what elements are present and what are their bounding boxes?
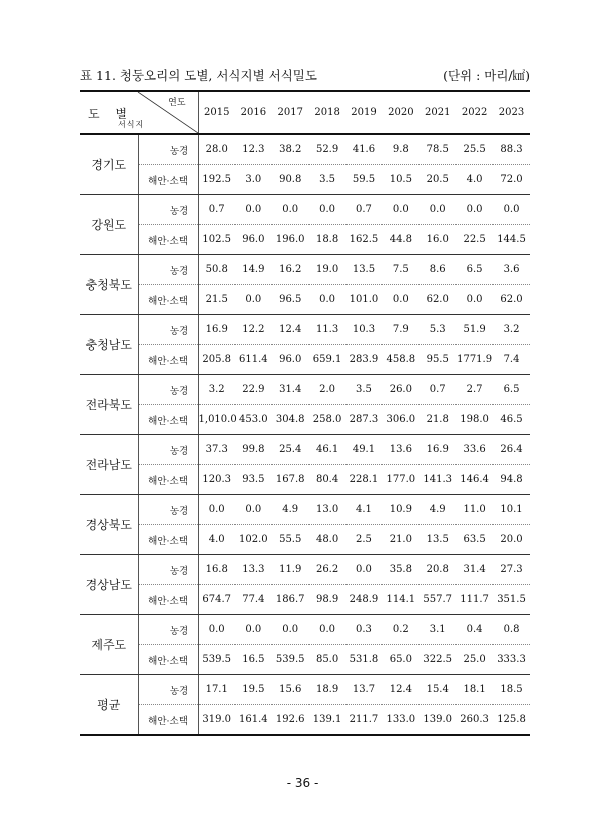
density-cell: 25.5 xyxy=(456,134,493,165)
density-cell: 114.1 xyxy=(382,585,419,615)
density-cell: 7.9 xyxy=(382,315,419,345)
density-cell: 539.5 xyxy=(198,645,235,675)
density-cell: 0.0 xyxy=(198,495,235,525)
density-cell: 80.4 xyxy=(309,465,346,495)
density-cell: 12.4 xyxy=(272,315,309,345)
region-name: 제주도 xyxy=(80,615,138,675)
density-cell: 15.6 xyxy=(272,675,309,705)
year-header: 2016 xyxy=(235,91,272,134)
density-cell: 12.4 xyxy=(382,675,419,705)
density-cell: 4.9 xyxy=(419,495,456,525)
density-cell: 0.0 xyxy=(419,195,456,225)
density-cell: 0.7 xyxy=(198,195,235,225)
region-column-label: 도 별 xyxy=(88,107,133,121)
density-cell: 133.0 xyxy=(382,705,419,736)
density-cell: 18.1 xyxy=(456,675,493,705)
density-cell: 31.4 xyxy=(456,555,493,585)
density-cell: 8.6 xyxy=(419,255,456,285)
region-name: 경상북도 xyxy=(80,495,138,555)
header-corner-cell xyxy=(80,91,198,134)
table-row-farm xyxy=(80,555,530,585)
year-header: 2023 xyxy=(493,91,530,134)
density-cell: 22.5 xyxy=(456,225,493,255)
density-cell: 196.0 xyxy=(272,225,309,255)
habitat-label-coast: 해안·소택 xyxy=(138,285,198,315)
density-cell: 0.0 xyxy=(456,195,493,225)
density-cell: 13.5 xyxy=(419,525,456,555)
density-cell: 258.0 xyxy=(309,405,346,435)
density-cell: 0.8 xyxy=(493,615,530,645)
density-cell: 0.0 xyxy=(309,615,346,645)
table-row-coast xyxy=(80,285,530,315)
habitat-label-coast: 해안·소택 xyxy=(138,225,198,255)
region-name: 강원도 xyxy=(80,195,138,255)
habitat-label-coast: 해안·소택 xyxy=(138,525,198,555)
habitat-label-farm: 농경 xyxy=(138,134,198,165)
density-cell: 51.9 xyxy=(456,315,493,345)
table-row-coast xyxy=(80,705,530,736)
density-cell: 98.9 xyxy=(309,585,346,615)
density-cell: 3.2 xyxy=(493,315,530,345)
density-cell: 0.0 xyxy=(382,195,419,225)
density-cell: 557.7 xyxy=(419,585,456,615)
density-cell: 102.5 xyxy=(198,225,235,255)
density-cell: 93.5 xyxy=(235,465,272,495)
density-table xyxy=(80,90,530,736)
density-cell: 38.2 xyxy=(272,134,309,165)
density-cell: 20.8 xyxy=(419,555,456,585)
density-cell: 90.8 xyxy=(272,165,309,195)
density-cell: 2.7 xyxy=(456,375,493,405)
region-name: 충청남도 xyxy=(80,315,138,375)
habitat-label-farm: 농경 xyxy=(138,195,198,225)
table-row-farm xyxy=(80,195,530,225)
density-cell: 41.6 xyxy=(346,134,383,165)
density-cell: 0.0 xyxy=(309,285,346,315)
density-cell: 26.2 xyxy=(309,555,346,585)
table-row-coast xyxy=(80,345,530,375)
density-cell: 0.0 xyxy=(198,615,235,645)
density-cell: 7.5 xyxy=(382,255,419,285)
density-cell: 96.0 xyxy=(272,345,309,375)
density-cell: 211.7 xyxy=(346,705,383,736)
density-cell: 659.1 xyxy=(309,345,346,375)
density-cell: 19.0 xyxy=(309,255,346,285)
density-cell: 198.0 xyxy=(456,405,493,435)
table-row-coast xyxy=(80,405,530,435)
year-axis-label: 연도 xyxy=(168,98,186,108)
density-cell: 4.0 xyxy=(456,165,493,195)
density-cell: 21.0 xyxy=(382,525,419,555)
density-cell: 46.5 xyxy=(493,405,530,435)
density-cell: 306.0 xyxy=(382,405,419,435)
density-cell: 3.6 xyxy=(493,255,530,285)
density-cell: 78.5 xyxy=(419,134,456,165)
density-cell: 48.0 xyxy=(309,525,346,555)
region-name: 경기도 xyxy=(80,134,138,195)
density-cell: 319.0 xyxy=(198,705,235,736)
year-header: 2021 xyxy=(419,91,456,134)
density-cell: 0.0 xyxy=(235,615,272,645)
density-cell: 16.8 xyxy=(198,555,235,585)
habitat-label-farm: 농경 xyxy=(138,615,198,645)
year-header: 2015 xyxy=(198,91,235,134)
density-cell: 27.3 xyxy=(493,555,530,585)
density-cell: 0.0 xyxy=(346,555,383,585)
density-cell: 333.3 xyxy=(493,645,530,675)
region-name: 경상남도 xyxy=(80,555,138,615)
density-cell: 0.0 xyxy=(272,195,309,225)
table-caption-row xyxy=(80,66,530,86)
density-cell: 0.7 xyxy=(419,375,456,405)
density-cell: 50.8 xyxy=(198,255,235,285)
density-cell: 31.4 xyxy=(272,375,309,405)
habitat-label-farm: 농경 xyxy=(138,315,198,345)
density-cell: 12.2 xyxy=(235,315,272,345)
table-row-coast xyxy=(80,165,530,195)
density-cell: 674.7 xyxy=(198,585,235,615)
table-row-farm xyxy=(80,315,530,345)
density-cell: 10.5 xyxy=(382,165,419,195)
density-cell: 0.7 xyxy=(346,195,383,225)
density-cell: 16.5 xyxy=(235,645,272,675)
density-cell: 55.5 xyxy=(272,525,309,555)
density-cell: 6.5 xyxy=(493,375,530,405)
habitat-axis-label: 서식지 xyxy=(118,120,145,129)
table-row-coast xyxy=(80,525,530,555)
density-cell: 0.2 xyxy=(382,615,419,645)
density-cell: 1771.9 xyxy=(456,345,493,375)
density-cell: 13.5 xyxy=(346,255,383,285)
density-cell: 44.8 xyxy=(382,225,419,255)
density-cell: 611.4 xyxy=(235,345,272,375)
region-name: 평균 xyxy=(80,675,138,736)
density-cell: 539.5 xyxy=(272,645,309,675)
region-name: 전라북도 xyxy=(80,375,138,435)
density-cell: 18.9 xyxy=(309,675,346,705)
density-cell: 26.4 xyxy=(493,435,530,465)
density-cell: 16.0 xyxy=(419,225,456,255)
table-row-farm xyxy=(80,615,530,645)
density-cell: 16.9 xyxy=(419,435,456,465)
density-cell: 99.8 xyxy=(235,435,272,465)
density-cell: 14.9 xyxy=(235,255,272,285)
density-cell: 3.5 xyxy=(346,375,383,405)
density-cell: 4.0 xyxy=(198,525,235,555)
density-cell: 125.8 xyxy=(493,705,530,736)
density-cell: 161.4 xyxy=(235,705,272,736)
density-cell: 11.9 xyxy=(272,555,309,585)
density-cell: 0.4 xyxy=(456,615,493,645)
habitat-label-farm: 농경 xyxy=(138,555,198,585)
density-cell: 59.5 xyxy=(346,165,383,195)
density-cell: 0.0 xyxy=(493,195,530,225)
density-cell: 9.8 xyxy=(382,134,419,165)
density-cell: 3.0 xyxy=(235,165,272,195)
density-cell: 248.9 xyxy=(346,585,383,615)
density-cell: 18.5 xyxy=(493,675,530,705)
density-cell: 11.3 xyxy=(309,315,346,345)
density-cell: 5.3 xyxy=(419,315,456,345)
density-cell: 10.9 xyxy=(382,495,419,525)
year-header: 2018 xyxy=(309,91,346,134)
density-cell: 20.5 xyxy=(419,165,456,195)
habitat-label-coast: 해안·소택 xyxy=(138,165,198,195)
year-header: 2020 xyxy=(382,91,419,134)
density-cell: 144.5 xyxy=(493,225,530,255)
density-cell: 120.3 xyxy=(198,465,235,495)
density-cell: 22.9 xyxy=(235,375,272,405)
density-cell: 25.4 xyxy=(272,435,309,465)
density-cell: 11.0 xyxy=(456,495,493,525)
density-cell: 13.3 xyxy=(235,555,272,585)
density-cell: 13.6 xyxy=(382,435,419,465)
density-cell: 3.1 xyxy=(419,615,456,645)
density-cell: 186.7 xyxy=(272,585,309,615)
density-cell: 192.6 xyxy=(272,705,309,736)
density-cell: 65.0 xyxy=(382,645,419,675)
density-cell: 2.0 xyxy=(309,375,346,405)
habitat-label-coast: 해안·소택 xyxy=(138,465,198,495)
density-cell: 15.4 xyxy=(419,675,456,705)
density-cell: 167.8 xyxy=(272,465,309,495)
density-cell: 111.7 xyxy=(456,585,493,615)
density-cell: 46.1 xyxy=(309,435,346,465)
density-cell: 4.9 xyxy=(272,495,309,525)
density-cell: 146.4 xyxy=(456,465,493,495)
density-cell: 95.5 xyxy=(419,345,456,375)
density-cell: 7.4 xyxy=(493,345,530,375)
density-cell: 101.0 xyxy=(346,285,383,315)
density-cell: 102.0 xyxy=(235,525,272,555)
density-cell: 13.7 xyxy=(346,675,383,705)
density-cell: 37.3 xyxy=(198,435,235,465)
density-cell: 13.0 xyxy=(309,495,346,525)
habitat-label-farm: 농경 xyxy=(138,255,198,285)
table-row-coast xyxy=(80,585,530,615)
habitat-label-farm: 농경 xyxy=(138,375,198,405)
density-cell: 16.2 xyxy=(272,255,309,285)
density-cell: 3.2 xyxy=(198,375,235,405)
year-header: 2019 xyxy=(346,91,383,134)
table-row-coast xyxy=(80,645,530,675)
density-cell: 0.0 xyxy=(235,195,272,225)
habitat-label-coast: 해안·소택 xyxy=(138,585,198,615)
density-cell: 228.1 xyxy=(346,465,383,495)
density-cell: 0.0 xyxy=(235,285,272,315)
density-cell: 6.5 xyxy=(456,255,493,285)
density-cell: 10.1 xyxy=(493,495,530,525)
habitat-label-farm: 농경 xyxy=(138,675,198,705)
density-cell: 4.1 xyxy=(346,495,383,525)
table-row-farm xyxy=(80,675,530,705)
year-header: 2017 xyxy=(272,91,309,134)
habitat-label-farm: 농경 xyxy=(138,435,198,465)
density-cell: 77.4 xyxy=(235,585,272,615)
density-cell: 205.8 xyxy=(198,345,235,375)
table-row-farm xyxy=(80,375,530,405)
density-cell: 17.1 xyxy=(198,675,235,705)
unit-label: (단위 : 마리/㎢) xyxy=(443,68,530,83)
density-cell: 85.0 xyxy=(309,645,346,675)
density-cell: 0.3 xyxy=(346,615,383,645)
density-cell: 88.3 xyxy=(493,134,530,165)
density-cell: 304.8 xyxy=(272,405,309,435)
density-cell: 0.0 xyxy=(382,285,419,315)
density-cell: 351.5 xyxy=(493,585,530,615)
table-row-coast xyxy=(80,465,530,495)
table-header-row xyxy=(80,91,530,134)
density-cell: 72.0 xyxy=(493,165,530,195)
density-cell: 62.0 xyxy=(419,285,456,315)
density-cell: 0.0 xyxy=(235,495,272,525)
density-cell: 10.3 xyxy=(346,315,383,345)
region-name: 전라남도 xyxy=(80,435,138,495)
density-cell: 33.6 xyxy=(456,435,493,465)
density-cell: 49.1 xyxy=(346,435,383,465)
density-cell: 63.5 xyxy=(456,525,493,555)
density-cell: 52.9 xyxy=(309,134,346,165)
density-cell: 139.1 xyxy=(309,705,346,736)
density-cell: 26.0 xyxy=(382,375,419,405)
density-cell: 322.5 xyxy=(419,645,456,675)
density-cell: 28.0 xyxy=(198,134,235,165)
density-cell: 192.5 xyxy=(198,165,235,195)
habitat-label-coast: 해안·소택 xyxy=(138,705,198,736)
density-cell: 0.0 xyxy=(309,195,346,225)
density-cell: 177.0 xyxy=(382,465,419,495)
habitat-label-coast: 해안·소택 xyxy=(138,405,198,435)
density-cell: 3.5 xyxy=(309,165,346,195)
density-cell: 0.0 xyxy=(456,285,493,315)
page-number: - 36 - xyxy=(286,776,319,790)
density-cell: 21.5 xyxy=(198,285,235,315)
table-row-farm xyxy=(80,435,530,465)
habitat-label-farm: 농경 xyxy=(138,495,198,525)
density-cell: 458.8 xyxy=(382,345,419,375)
density-cell: 96.5 xyxy=(272,285,309,315)
table-row-farm xyxy=(80,255,530,285)
density-cell: 139.0 xyxy=(419,705,456,736)
density-cell: 94.8 xyxy=(493,465,530,495)
density-cell: 260.3 xyxy=(456,705,493,736)
density-cell: 62.0 xyxy=(493,285,530,315)
density-cell: 12.3 xyxy=(235,134,272,165)
density-cell: 0.0 xyxy=(272,615,309,645)
table-title: 표 11. 청둥오리의 도별, 서식지별 서식밀도 xyxy=(80,68,317,83)
density-cell: 287.3 xyxy=(346,405,383,435)
density-cell: 531.8 xyxy=(346,645,383,675)
density-cell: 283.9 xyxy=(346,345,383,375)
density-cell: 35.8 xyxy=(382,555,419,585)
habitat-label-coast: 해안·소택 xyxy=(138,645,198,675)
table-row-farm xyxy=(80,134,530,165)
density-cell: 453.0 xyxy=(235,405,272,435)
density-cell: 16.9 xyxy=(198,315,235,345)
habitat-label-coast: 해안·소택 xyxy=(138,345,198,375)
density-cell: 21.8 xyxy=(419,405,456,435)
density-cell: 96.0 xyxy=(235,225,272,255)
region-name: 충청북도 xyxy=(80,255,138,315)
year-header: 2022 xyxy=(456,91,493,134)
density-cell: 19.5 xyxy=(235,675,272,705)
density-cell: 1,010.0 xyxy=(198,405,235,435)
density-cell: 18.8 xyxy=(309,225,346,255)
density-cell: 2.5 xyxy=(346,525,383,555)
table-row-farm xyxy=(80,495,530,525)
table-body xyxy=(80,134,530,735)
density-cell: 141.3 xyxy=(419,465,456,495)
density-cell: 25.0 xyxy=(456,645,493,675)
density-cell: 162.5 xyxy=(346,225,383,255)
density-cell: 20.0 xyxy=(493,525,530,555)
table-row-coast xyxy=(80,225,530,255)
